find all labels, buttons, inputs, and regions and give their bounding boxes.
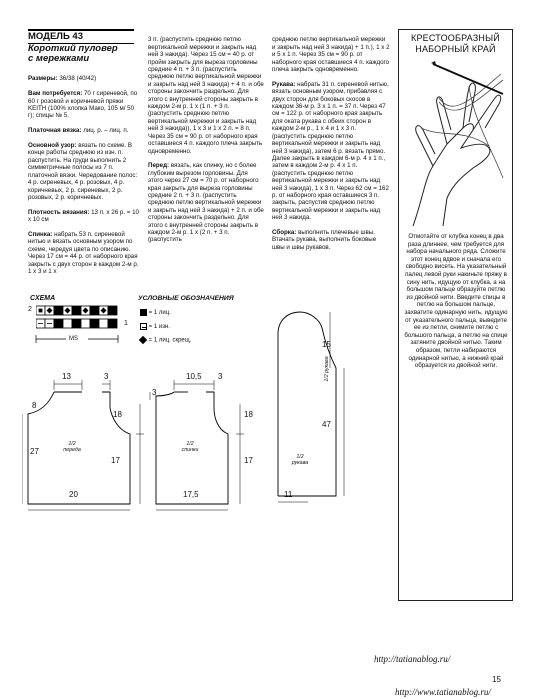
page-number: 15 (492, 675, 501, 684)
back-dim-right-lower: 17 (244, 456, 253, 465)
front-value: вязать, как спинку, но с более глубоким вырезом горловины. Для этого через 27 см = 70 р. от наборного края закрыть для выреза горловины средние 2 п. + 3 п. (распустить среднюю петлю вертикальной мережки и закрыть над ней 3 накида) + 2 п. и обе стороны закончить раздельно. Для этого с внутренней стороны закрыть в каждом 2-м р. 1 х (2 п. + 3 п. (распустить (148, 162, 264, 244)
front-piece-label-line2: переда (63, 447, 81, 453)
footer-url[interactable]: http://tatianablog.ru/ (374, 654, 451, 664)
schema-row-2-label: 2 (28, 306, 32, 313)
front-dim-right-upper: 18 (113, 410, 122, 419)
sleeve-dim-right-upper: 15 (322, 340, 331, 349)
front-piece-label-line1: 1/2 (68, 441, 76, 447)
back-dim-top-left: 10,5 (186, 372, 202, 381)
back-continued-text: 3 п. (распустить среднюю петлю вертикальной мережки и закрыть над ней 3 накида). Через 15 см = 40 р. от пройм закрыть для выреза горловины средние 4 п. + 3 п. (распустить среднюю петлю вертикальной мережки и закрыть над ней 3 накида) + 4 п. и обе стороны закончить раздельно. Для этого с внутренней стороны закрыть в каждом 2-м р. 1 х (1 п. + 3 п. (распустить среднюю петлю вертикальной мережки и закрыть над ней 3 накида)), 1 х 3 и 1 х 2 п. = 8 п. Через 35 см = 90 р. от наборного края оставшиеся 4 п. каждого плеча закрыть одновременно. (148, 36, 264, 155)
legend-item-knit (140, 309, 171, 316)
materials-label: Вам потребуется: (28, 90, 83, 98)
legend-item-purl-label: = 1 изн. (148, 324, 170, 331)
front-dim-top-right: 3 (104, 372, 109, 381)
sidebar-title-line2: НАБОРНЫЙ КРАЙ (415, 44, 496, 54)
back-piece-label-line1: 1/2 (186, 441, 194, 447)
sleeve-top-label (324, 354, 330, 384)
legend-item-knit-label: = 1 лиц. (148, 310, 171, 317)
front-label: Перед: (148, 162, 170, 170)
sleeve-piece-label-line2: рукава (291, 460, 309, 466)
sleeves-value: набрать 31 п. сиреневой нитью, вязать основным узором, прибавляя с двух сторон для боковых скосов в каждом 36-м р. 3 х 1 п. = 37 п. Через 47 см = 122 р. от наборного края закрыть для оката рукава с обеих сторон в каждом 2-м р., 1 х 4 и 1 х 3 п. (распустить среднюю петлю вертикальной мережки и закрыть над ней 3 накида), затем 6 р. вязать прямо. Далее закрыть в каждом 6-м р. 4 х 1 п., затем в каждом 2-м р. 4 х 1 п. (распустить среднюю петлю вертикальной мережки и закрыть над ней 3 накида), 1 х 3 п. Через 62 см = 162 р. от наборного края оставшиеся 3 п. закрыть, распустив среднюю петлю вертикальной мережки и закрыть над ней 3 накида. (272, 80, 389, 222)
garter-label: Платочная вязка: (28, 127, 82, 135)
front-continued-text: среднюю петлю вертикальной мережки и закрыть над ней 3 накида) + 1 п.), 1 х 2 и 5 х 1 п. Через 35 см = 90 р. от наборного края оставшиеся 4 п. каждого плеча закрыть одновременно. (272, 36, 390, 74)
front-dim-left-upper: 8 (32, 401, 37, 410)
text-column-2 (148, 29, 264, 251)
pattern-value: вязать по схеме. В конце работы среднюю из изн. п. распустить. На груди выполнить 2 симметричные полосы из 7 п. платочной вязки. Чередование полос: 4 р. сиреневых, 4 р. розовых, 4 р. коричневых, 2 р. сиреневых, 2 р. розовых, 2 р. коричневых. (28, 142, 138, 201)
front-piece-label (57, 441, 87, 453)
legend-item-crossed (140, 337, 191, 344)
sidebar-title (399, 33, 512, 55)
model-title-line1: Короткий пуловер (28, 43, 118, 54)
legend-title: УСЛОВНЫЕ ОБОЗНАЧЕНИЯ (138, 295, 234, 302)
back-value: набрать 53 п. сиреневой нитью и вязать основным узором по схеме, чередуя цвета по описанию. Через 17 см = 44 р. от наборного края закрыть с двух сторон в каждом 2-м р. 1 х 3 и 1 х (28, 230, 139, 275)
sleeve-pattern-piece (270, 306, 350, 506)
model-number: МОДЕЛЬ 43 (28, 31, 83, 42)
watermark-url[interactable]: http://www.tatianablog.ru/ (395, 687, 491, 697)
knit-symbol-icon (140, 309, 147, 316)
crossed-knit-symbol-icon (139, 336, 147, 344)
schema-grid (36, 304, 126, 334)
sleeve-top-label-text: 1/2 рукава (324, 356, 330, 382)
density-value: 13 п. х 26 р. = 10 х 10 см (28, 208, 139, 224)
back-dim-bottom: 17,5 (183, 490, 199, 499)
assembly-label: Сборка: (272, 228, 297, 236)
materials-value: 70 г сиреневой, по 60 г розовой и коричневой пряжи KEITH (100% хлопка Мако, 105 м/ 50 г); спицы № 5. (28, 90, 138, 120)
back-dim-left-small: 3 (152, 388, 157, 397)
back-dim-top-right: 3 (218, 372, 223, 381)
back-label: Спинка: (28, 230, 53, 238)
sidebar-title-line1: КРЕСТООБРАЗНЫЙ (411, 33, 500, 43)
sizes-label: Размеры: (28, 75, 58, 83)
schema-ms-label: MS (69, 336, 78, 342)
schema-row-1-label: 1 (124, 320, 128, 327)
sizes-value: 36/38 (40/42) (57, 75, 97, 83)
front-pattern-piece (22, 362, 152, 522)
sleeve-piece-label (285, 454, 315, 466)
sleeve-dim-bottom: 11 (284, 490, 293, 499)
cast-on-sidebar (398, 29, 513, 601)
sleeve-piece-label-line1: 1/2 (296, 454, 304, 460)
model-header (28, 29, 134, 64)
legend-item-crossed-label: = 1 лиц. скрещ. (148, 337, 192, 344)
text-column-3 (272, 29, 390, 259)
pattern-label: Основной узор: (28, 142, 77, 150)
model-title-line2: с мережками (28, 53, 90, 64)
sidebar-text: Отмотайте от клубка конец в два раза длиннее, чем требуется для набора начального ряда. Сложите этот конец вдвое и сначала его свободно висеть. На указательный палец левой руки накиньте пряжу в сину нить, идущую от клубка, а на большом пальце образуйте петлю из двойной нити. Введите спицы в петлю на большом пальце, захватите одинарную нить, идущую от указательного пальца, выведите ее из петли, снимите петлю с большого пальца, а петлю на спице затяните двойной нитью. Таким образом, петли набираются одинарной нитью, а нижний край образуется из двойной нити. (404, 233, 508, 370)
purl-symbol-icon (140, 323, 147, 330)
density-label: Плотность вязания: (28, 208, 90, 216)
assembly-value: выполнить плечевые швы. Втачать рукава, выполнить боковые швы и швы рукавов. (272, 228, 377, 251)
schema-title: СХЕМА (30, 295, 56, 302)
sleeve-dim-right-main: 47 (322, 420, 331, 429)
legend-item-purl (140, 323, 170, 330)
front-dim-top-left: 13 (62, 372, 71, 381)
back-piece-label-line2: спинки (181, 447, 199, 453)
sleeves-label: Рукава: (272, 80, 296, 88)
back-piece-label (175, 441, 205, 453)
hand-illustration (403, 58, 508, 228)
back-dim-right-upper: 18 (244, 410, 253, 419)
schema-ms-bracket (30, 333, 130, 353)
front-dim-right-lower: 17 (111, 456, 120, 465)
front-dim-bottom: 20 (69, 490, 78, 499)
text-column-1 (28, 68, 140, 283)
garter-value: лиц. р. – лиц. п. (81, 127, 129, 135)
front-dim-left-lower: 27 (30, 447, 39, 456)
